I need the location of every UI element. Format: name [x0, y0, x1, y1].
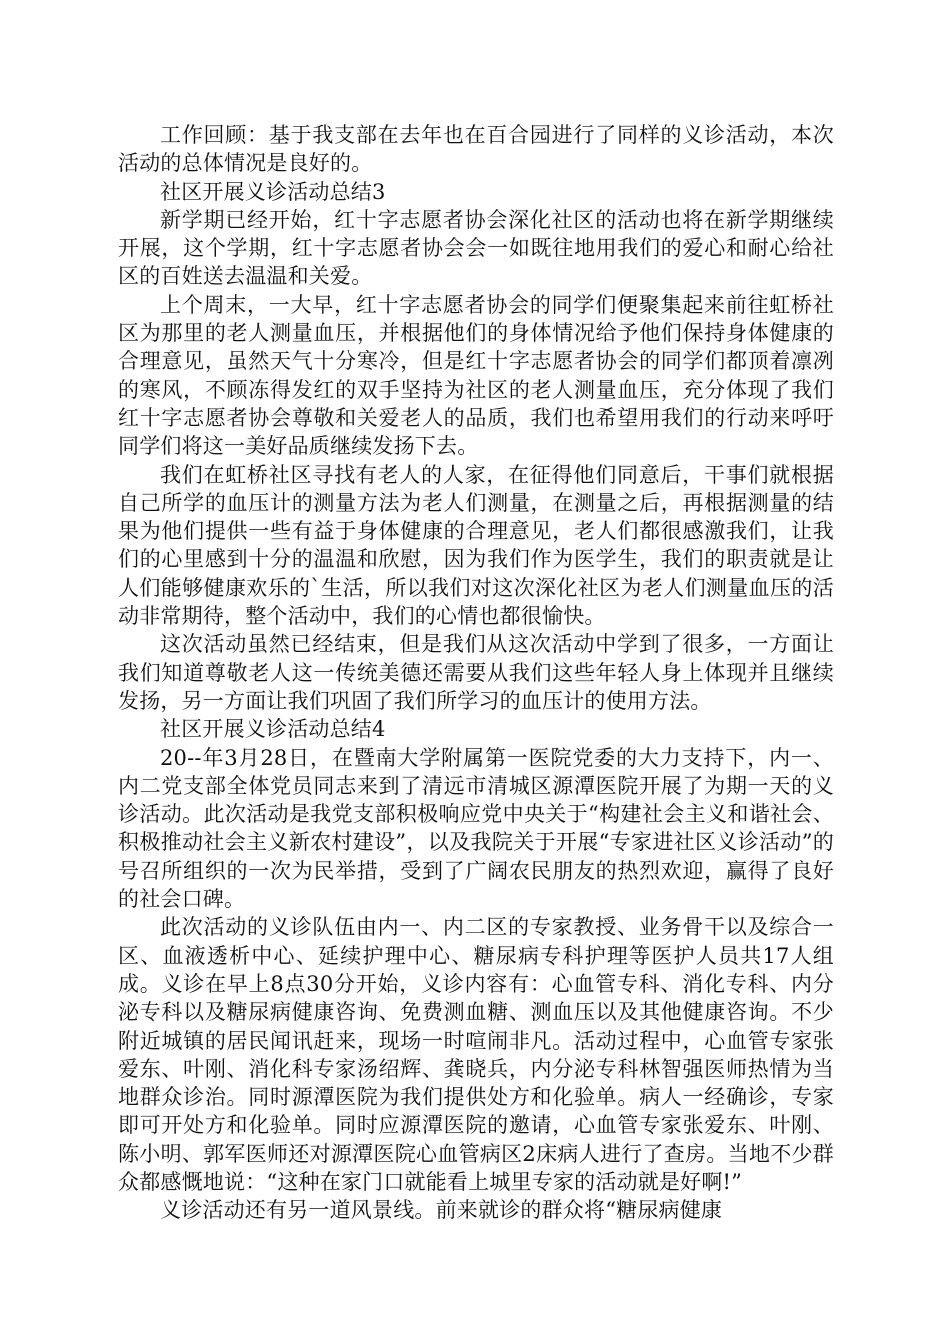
paragraph-work-review: 工作回顾：基于我支部在去年也在百合园进行了同样的义诊活动，本次活动的总体情况是良好的。	[118, 123, 834, 176]
paragraph-hongqiao-community: 我们在虹桥社区寻找有老人的人家，在征得他们同意后，干事们就根据自己所学的血压计的测量方法为老人们测量，在测量之后，再根据测量的结果为他们提供一些有益于身体健康的合理意见，老人们都很感激我们，让我们的心里感到十分的温温和欣慰，因为我们作为医学生，我们的职责就是让人们能够健康欢乐的`生活，所以我们对这次深化社区为老人们测量血压的活动非常期待，整个活动中，我们的心情也都很愉快。	[118, 462, 834, 629]
document-body	[118, 121, 834, 1225]
section-heading-summary-4: 社区开展义诊活动总结4	[160, 717, 386, 742]
paragraph-march-28: 20--年3月28日，在暨南大学附属第一医院党委的大力支持下，内一、内二党支部全体党员同志来到了清远市清城区源潭医院开展了为期一天的义诊活动。此次活动是我党支部积极响应党中央关于“构建社会主义和谐社会、积极推动社会主义新农村建设”，以及我院关于开展“专家进社区义诊活动”的号召所组织的一次为民举措，受到了广阔农民朋友的热烈欢迎，赢得了良好的社会口碑。	[118, 745, 834, 912]
paragraph-clinic-team: 此次活动的义诊队伍由内一、内二区的专家教授、业务骨干以及综合一区、血液透析中心、延续护理中心、糖尿病专科护理等医护人员共17人组成。义诊在早上8点30分开始，义诊内容有：心血管专科、消化专科、内分泌专科以及糖尿病健康咨询、免费测血糖、测血压以及其他健康咨询。不少附近城镇的居民闻讯赶来，现场一时喧闹非凡。活动过程中，心血管专家张爱东、叶刚、消化科专家汤绍辉、龚晓兵，内分泌专科林智强医师热情为当地群众诊治。同时源潭医院为我们提供处方和化验单。病人一经确诊，专家即可开处方和化验单。同时应源潭医院的邀请，心血管专家张爱东、叶刚、陈小明、郭军医师还对源潭医院心血管病区2床病人进行了查房。当地不少群众都感慨地说：“这种在家门口就能看上城里专家的活动就是好啊!”	[118, 915, 834, 1194]
paragraph-last-weekend: 上个周末，一大早，红十字志愿者协会的同学们便聚集起来前往虹桥社区为那里的老人测量血压，并根据他们的身体情况给予他们保持身体健康的合理意见，虽然天气十分寒冷，但是红十字志愿者协会的同学们都顶着凛冽的寒风，不顾冻得发红的双手坚持为社区的老人测量血压，充分体现了我们红十字志愿者协会尊敬和关爱老人的品质，我们也希望用我们的行动来呼吁同学们将这一美好品质继续发扬下去。	[118, 292, 834, 459]
paragraph-another-scene: 义诊活动还有另一道风景线。前来就诊的群众将“糖尿病健康	[160, 1198, 723, 1223]
paragraph-new-semester: 新学期已经开始，红十字志愿者协会深化社区的活动也将在新学期继续开展，这个学期，红十字志愿者协会会一如既往地用我们的爱心和耐心给社区的百姓送去温温和关爱。	[118, 207, 834, 289]
paragraph-activity-ended: 这次活动虽然已经结束，但是我们从这次活动中学到了很多，一方面让我们知道尊敬老人这一传统美德还需要从我们这些年轻人身上体现并且继续发扬，另一方面让我们巩固了我们所学习的血压计的使用方法。	[118, 632, 834, 713]
section-heading-summary-3: 社区开展义诊活动总结3	[160, 179, 386, 204]
